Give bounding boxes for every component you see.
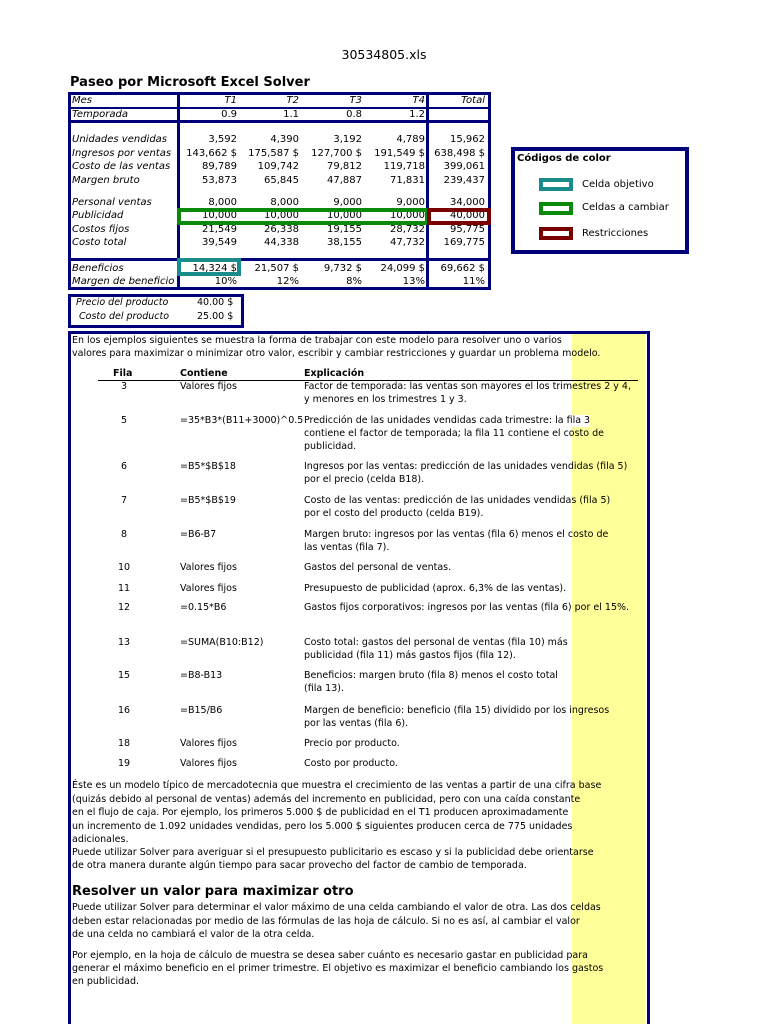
cell: 0.8 [346, 109, 362, 120]
section-heading: Resolver un valor para maximizar otro [72, 884, 354, 899]
cell: 39,549 [202, 237, 237, 248]
row-contiene: =35*B3*(B11+3000)^0.5 [180, 415, 304, 426]
cell: 9,732 $ [323, 263, 362, 274]
cell: 10,000 [390, 210, 425, 221]
legend-swatch-change [539, 202, 573, 215]
price-value: 40.00 $ [197, 297, 234, 308]
legend-label: Celdas a cambiar [582, 202, 669, 213]
row-expl: por el precio (celda B18). [304, 474, 425, 485]
header-t3: T3 [349, 95, 362, 106]
row-expl: Margen bruto: ingresos por las ventas (fila 6) menos el costo de [304, 529, 609, 540]
cell: 143,662 $ [186, 148, 237, 159]
legend-title: Códigos de color [517, 153, 611, 164]
row-expl: Costo por producto. [304, 758, 398, 769]
cell: 127,700 $ [311, 148, 362, 159]
header-t2: T2 [286, 95, 299, 106]
file-name: 30534805.xls [341, 47, 427, 62]
row-expl: Factor de temporada: las ventas son mayores el los trimestres 2 y 4, [304, 381, 631, 392]
row-contiene: Valores fijos [180, 562, 237, 573]
intro-line: valores para maximizar o minimizar otro valor, escribir y cambiar restricciones y guardar un problema modelo. [72, 348, 601, 359]
cell: 9,000 [396, 197, 425, 208]
row-expl: y menores en los trimestres 1 y 3. [304, 394, 467, 405]
para-line: Por ejemplo, en la hoja de cálculo de muestra se desea saber cuánto es necesario gastar en publicidad para [72, 950, 588, 961]
sheet-title: Paseo por Microsoft Excel Solver [70, 75, 310, 90]
cell: 8,000 [270, 197, 299, 208]
col-header-explicacion: Explicación [304, 368, 365, 379]
row-fila: 16 [118, 705, 131, 716]
row-fila: 8 [120, 529, 128, 540]
table-temporada-rule [68, 120, 491, 123]
row-label: Costos fijos [72, 224, 130, 235]
cell: 69,662 $ [440, 263, 485, 274]
row-expl: contiene el factor de temporada; la fila 11 contiene el costo de [304, 428, 604, 439]
cell: 638,498 $ [434, 148, 485, 159]
target-cell-highlight [177, 258, 241, 276]
row-expl: publicidad (fila 11) más gastos fijos (fila 12). [304, 650, 516, 661]
row-expl: Costo total: gastos del personal de ventas (fila 10) más [304, 637, 568, 648]
row-expl: Gastos fijos corporativos: ingresos por las ventas (fila 6) por el 15%. [304, 602, 630, 613]
cell: 0.9 [221, 109, 237, 120]
price-label: Precio del producto [76, 297, 169, 308]
row-contiene: =B8-B13 [180, 670, 223, 681]
row-expl: Beneficios: margen bruto (fila 8) menos el costo total [304, 670, 558, 681]
cell: 95,775 [450, 224, 485, 235]
row-fila: 10 [118, 562, 131, 573]
cell: 9,000 [333, 197, 362, 208]
para-line: de una celda no cambiará el valor de la otra celda. [72, 929, 315, 940]
cell: 71,831 [390, 175, 425, 186]
row-label: Publicidad [72, 210, 124, 221]
cell: 10,000 [264, 210, 299, 221]
cell: 8% [346, 276, 362, 287]
cell: 1.1 [283, 109, 299, 120]
row-expl: publicidad. [304, 441, 357, 452]
legend-swatch-constraint [539, 227, 573, 240]
row-contiene: Valores fijos [180, 738, 237, 749]
para-line: Puede utilizar Solver para averiguar si el presupuesto publicitario es escaso y si la publicidad debe orientarse [72, 847, 594, 858]
row-expl: Margen de beneficio: beneficio (fila 15) dividido por los ingresos [304, 705, 610, 716]
cell: 26,338 [264, 224, 299, 235]
col-header-fila: Fila [113, 368, 133, 379]
row-label: Temporada [72, 109, 128, 120]
row-fila: 12 [118, 602, 131, 613]
legend-label: Restricciones [582, 228, 649, 239]
cell: 12% [276, 276, 299, 287]
cell: 21,549 [202, 224, 237, 235]
cell: 1.2 [409, 109, 425, 120]
constraint-highlight [427, 208, 491, 225]
row-label: Costo de las ventas [72, 161, 171, 172]
row-fila: 13 [118, 637, 131, 648]
cell: 11% [462, 276, 485, 287]
row-contiene: =B5*$B$18 [180, 461, 236, 472]
cell: 38,155 [327, 237, 362, 248]
cell: 109,742 [257, 161, 299, 172]
para-line: deben estar relacionadas por medio de las fórmulas de las hoja de cálculo. Si no es así, al cambiar el valor [72, 916, 580, 927]
col-header-contiene: Contiene [180, 368, 228, 379]
legend-swatch-target [539, 178, 573, 191]
para-line: adicionales. [72, 834, 129, 845]
cell: 47,887 [327, 175, 362, 186]
cell: 239,437 [443, 175, 485, 186]
cell: 34,000 [450, 197, 485, 208]
row-label: Costo total [72, 237, 127, 248]
cell: 21,507 $ [254, 263, 299, 274]
row-fila: 3 [120, 381, 128, 392]
row-expl: Costo de las ventas: predicción de las unidades vendidas (fila 5) [304, 495, 611, 506]
row-contiene: Valores fijos [180, 758, 237, 769]
row-fila: 19 [118, 758, 131, 769]
cell: 3,192 [333, 134, 362, 145]
intro-line: En los ejemplos siguientes se muestra la forma de trabajar con este modelo para resolver uno o varios [72, 335, 562, 346]
cell: 19,155 [327, 224, 362, 235]
cell: 28,732 [390, 224, 425, 235]
row-expl: las ventas (fila 7). [304, 542, 390, 553]
row-contiene: =B5*$B$19 [180, 495, 236, 506]
cell: 79,812 [327, 161, 362, 172]
cell: 3,592 [208, 134, 237, 145]
para-line: un incremento de 1.092 unidades vendidas, pero los 5.000 $ siguientes producen cerca de 775 unidades [72, 821, 573, 832]
row-expl: Gastos del personal de ventas. [304, 562, 452, 573]
row-label: Margen de beneficio [72, 276, 175, 287]
cell: 14,324 $ [192, 263, 237, 274]
row-contiene: Valores fijos [180, 583, 237, 594]
cell: 40,000 [450, 210, 485, 221]
cell: 44,338 [264, 237, 299, 248]
row-expl: por las ventas (fila 6). [304, 718, 409, 729]
row-label: Personal ventas [72, 197, 152, 208]
cell: 8,000 [208, 197, 237, 208]
legend-label: Celda objetivo [582, 179, 654, 190]
cell: 89,789 [202, 161, 237, 172]
table-header-rule [68, 107, 491, 109]
row-label: Beneficios [72, 263, 124, 274]
row-label: Unidades vendidas [72, 134, 168, 145]
header-t1: T1 [224, 95, 237, 106]
cell: 24,099 $ [380, 263, 425, 274]
cell: 10,000 [202, 210, 237, 221]
para-line: en publicidad. [72, 976, 140, 987]
para-line: Éste es un modelo típico de mercadotecnia que muestra el crecimiento de las ventas a partir de una cifra base [72, 780, 602, 791]
para-line: de otra manera durante algún tiempo para sacar provecho del factor de cambio de temporada. [72, 860, 527, 871]
cost-label: Costo del producto [79, 311, 170, 322]
cell: 399,061 [443, 161, 485, 172]
row-fila: 18 [118, 738, 131, 749]
row-expl: Predicción de las unidades vendidas cada trimestre: la fila 3 [304, 415, 591, 426]
row-expl: Precio por producto. [304, 738, 400, 749]
row-contiene: =0.15*B6 [180, 602, 227, 613]
row-expl: Ingresos por las ventas: predicción de las unidades vendidas (fila 5) [304, 461, 628, 472]
row-contiene: =B6-B7 [180, 529, 217, 540]
row-expl: Presupuesto de publicidad (aprox. 6,3% de las ventas). [304, 583, 567, 594]
color-legend [511, 147, 689, 254]
cell: 53,873 [202, 175, 237, 186]
cell: 13% [402, 276, 425, 287]
cell: 65,845 [264, 175, 299, 186]
para-line: en el flujo de caja. Por ejemplo, los primeros 5.000 $ de publicidad en el T1 producen aproximadamente [72, 807, 569, 818]
row-expl: por el costo del producto (celda B19). [304, 508, 484, 519]
cell: 119,718 [383, 161, 425, 172]
cost-value: 25.00 $ [197, 311, 234, 322]
table-total-rule [68, 258, 491, 261]
row-fila: 5 [120, 415, 128, 426]
para-line: generar el máximo beneficio en el primer trimestre. El objetivo es maximizar el beneficio cambiando los gastos [72, 963, 604, 974]
row-label: Margen bruto [72, 175, 140, 186]
row-contiene: =B15/B6 [180, 705, 223, 716]
row-contiene: =SUMA(B10:B12) [180, 637, 264, 648]
changing-cells-highlight [177, 208, 429, 225]
header-total: Total [461, 95, 485, 106]
header-t4: T4 [412, 95, 425, 106]
para-line: (quizás debido al personal de ventas) además del incremento en publicidad, pero con una caída constante [72, 794, 581, 805]
row-fila: 15 [118, 670, 131, 681]
row-contiene: Valores fijos [180, 381, 237, 392]
row-fila: 11 [118, 583, 131, 594]
cell: 4,789 [396, 134, 425, 145]
row-expl: (fila 13). [304, 683, 344, 694]
cell: 10% [214, 276, 237, 287]
header-mes: Mes [72, 95, 92, 106]
cell: 175,587 $ [248, 148, 299, 159]
row-fila: 7 [120, 495, 128, 506]
row-label: Ingresos por ventas [72, 148, 172, 159]
para-line: Puede utilizar Solver para determinar el valor máximo de una celda cambiando el valor de otra. Las dos celdas [72, 902, 601, 913]
cell: 169,775 [443, 237, 485, 248]
cell: 15,962 [450, 134, 485, 145]
cell: 4,390 [270, 134, 299, 145]
cell: 191,549 $ [374, 148, 425, 159]
cell: 10,000 [327, 210, 362, 221]
row-fila: 6 [120, 461, 128, 472]
cell: 47,732 [390, 237, 425, 248]
